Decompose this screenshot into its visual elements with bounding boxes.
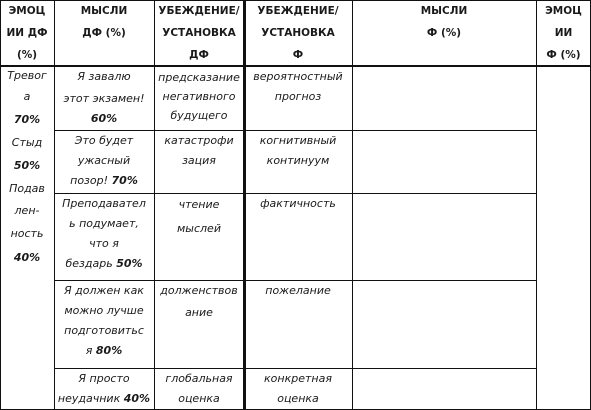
belief-line: катастрофи <box>164 134 234 147</box>
belief-line: будущего <box>170 109 228 122</box>
thought-line: неудачник <box>57 392 121 405</box>
thought-line: позор! <box>70 174 109 187</box>
header-line: УБЕЖДЕНИЕ/ <box>158 5 240 17</box>
thought-percent: 80% <box>95 344 123 357</box>
belief-line: оценка <box>178 392 220 405</box>
thought-line: Я завалю <box>77 70 131 83</box>
header-line: ЭМОЦ <box>545 5 582 17</box>
thought-line: Это будет <box>74 134 134 147</box>
grid-line <box>54 193 537 194</box>
header-emotions-df <box>0 0 54 66</box>
belief-f-cell <box>244 193 352 280</box>
emotion-label: а <box>23 90 31 103</box>
emotions-df-cell <box>0 66 54 410</box>
header-line: УСТАНОВКА <box>261 27 335 39</box>
grid-line <box>54 0 55 410</box>
belief-df-cell <box>154 280 244 368</box>
emotion-percent: 40% <box>13 251 41 264</box>
thought-line: можно лучше <box>64 304 144 317</box>
belief-line: континуум <box>266 154 330 167</box>
belief-f-cell <box>244 130 352 193</box>
grid-line <box>243 0 246 410</box>
header-line: Ф (%) <box>546 49 581 61</box>
belief-line: когнитивный <box>259 134 337 147</box>
header-belief-df <box>154 0 244 66</box>
header-line: ДФ <box>189 49 209 61</box>
thought-percent: 70% <box>111 174 138 187</box>
thought-df-cell <box>54 66 154 130</box>
belief-line: оценка <box>277 392 319 405</box>
header-line: МЫСЛИ <box>80 5 128 17</box>
emotion-percent: 70% <box>13 113 41 126</box>
grid-line <box>54 130 537 131</box>
header-line: (%) <box>16 49 38 61</box>
thought-line: что я <box>89 237 119 250</box>
header-belief-f <box>244 0 352 66</box>
grid-line <box>0 0 591 1</box>
belief-line: зация <box>182 154 216 167</box>
grid-line <box>54 280 537 281</box>
grid-line <box>536 0 537 410</box>
belief-df-cell <box>154 368 244 410</box>
belief-df-cell <box>154 66 244 130</box>
thought-line: подготовитьс <box>64 324 144 337</box>
header-thoughts-f <box>352 0 536 66</box>
belief-line: долженствов <box>160 284 238 297</box>
thought-df-cell <box>54 368 154 410</box>
belief-f-cell <box>244 368 352 410</box>
emotion-label: Стыд <box>11 136 43 149</box>
header-line: МЫСЛИ <box>420 5 468 17</box>
thought-df-cell <box>54 130 154 193</box>
belief-line: глобальная <box>165 372 233 385</box>
belief-line: прогноз <box>274 90 322 103</box>
header-line: ЭМОЦ <box>8 5 46 17</box>
grid-line <box>352 0 353 410</box>
belief-line: фактичность <box>260 197 336 210</box>
belief-line: предсказание <box>158 71 240 84</box>
belief-line: вероятностный <box>253 70 343 83</box>
emotion-label: Тревог <box>7 69 47 82</box>
grid-line <box>54 368 537 369</box>
thought-line: бездарь <box>65 257 113 270</box>
header-line: ИИ ДФ <box>6 27 48 39</box>
belief-f-cell <box>244 66 352 130</box>
header-line: УБЕЖДЕНИЕ/ <box>257 5 339 17</box>
thought-percent: 60% <box>90 112 118 125</box>
thought-percent: 40% <box>123 392 151 405</box>
belief-line: чтение <box>178 198 220 211</box>
belief-line: пожелание <box>265 284 331 297</box>
thought-line: Я должен как <box>64 284 144 297</box>
belief-line: мыслей <box>177 222 221 235</box>
thought-line: Преподавател <box>62 197 146 210</box>
header-line: Ф <box>292 49 304 61</box>
thought-line: я <box>85 344 93 357</box>
grid-line <box>0 0 1 410</box>
header-line: Ф (%) <box>426 27 462 39</box>
thought-line: ь подумает, <box>69 217 139 230</box>
grid-line <box>154 0 155 410</box>
header-thoughts-df <box>54 0 154 66</box>
header-line: УСТАНОВКА <box>162 27 236 39</box>
header-line: ДФ (%) <box>82 27 126 39</box>
thought-line: этот экзамен! <box>63 92 145 105</box>
thought-percent: 50% <box>116 257 143 270</box>
thought-df-cell <box>54 193 154 280</box>
header-divider <box>0 65 591 67</box>
belief-line: конкретная <box>264 372 332 385</box>
emotion-label: лен- <box>14 204 40 217</box>
thought-line: Я просто <box>78 372 130 385</box>
header-emotions-f <box>536 0 591 66</box>
belief-line: ание <box>185 306 213 319</box>
emotion-label: ность <box>10 227 44 240</box>
thought-df-cell <box>54 280 154 368</box>
belief-f-cell <box>244 280 352 368</box>
emotion-percent: 50% <box>13 159 41 172</box>
belief-df-cell <box>154 193 244 280</box>
belief-line: негативного <box>162 90 236 103</box>
emotion-label: Подав <box>9 182 45 195</box>
header-line: ИИ <box>554 27 573 39</box>
thought-line: ужасный <box>77 154 131 167</box>
belief-df-cell <box>154 130 244 193</box>
